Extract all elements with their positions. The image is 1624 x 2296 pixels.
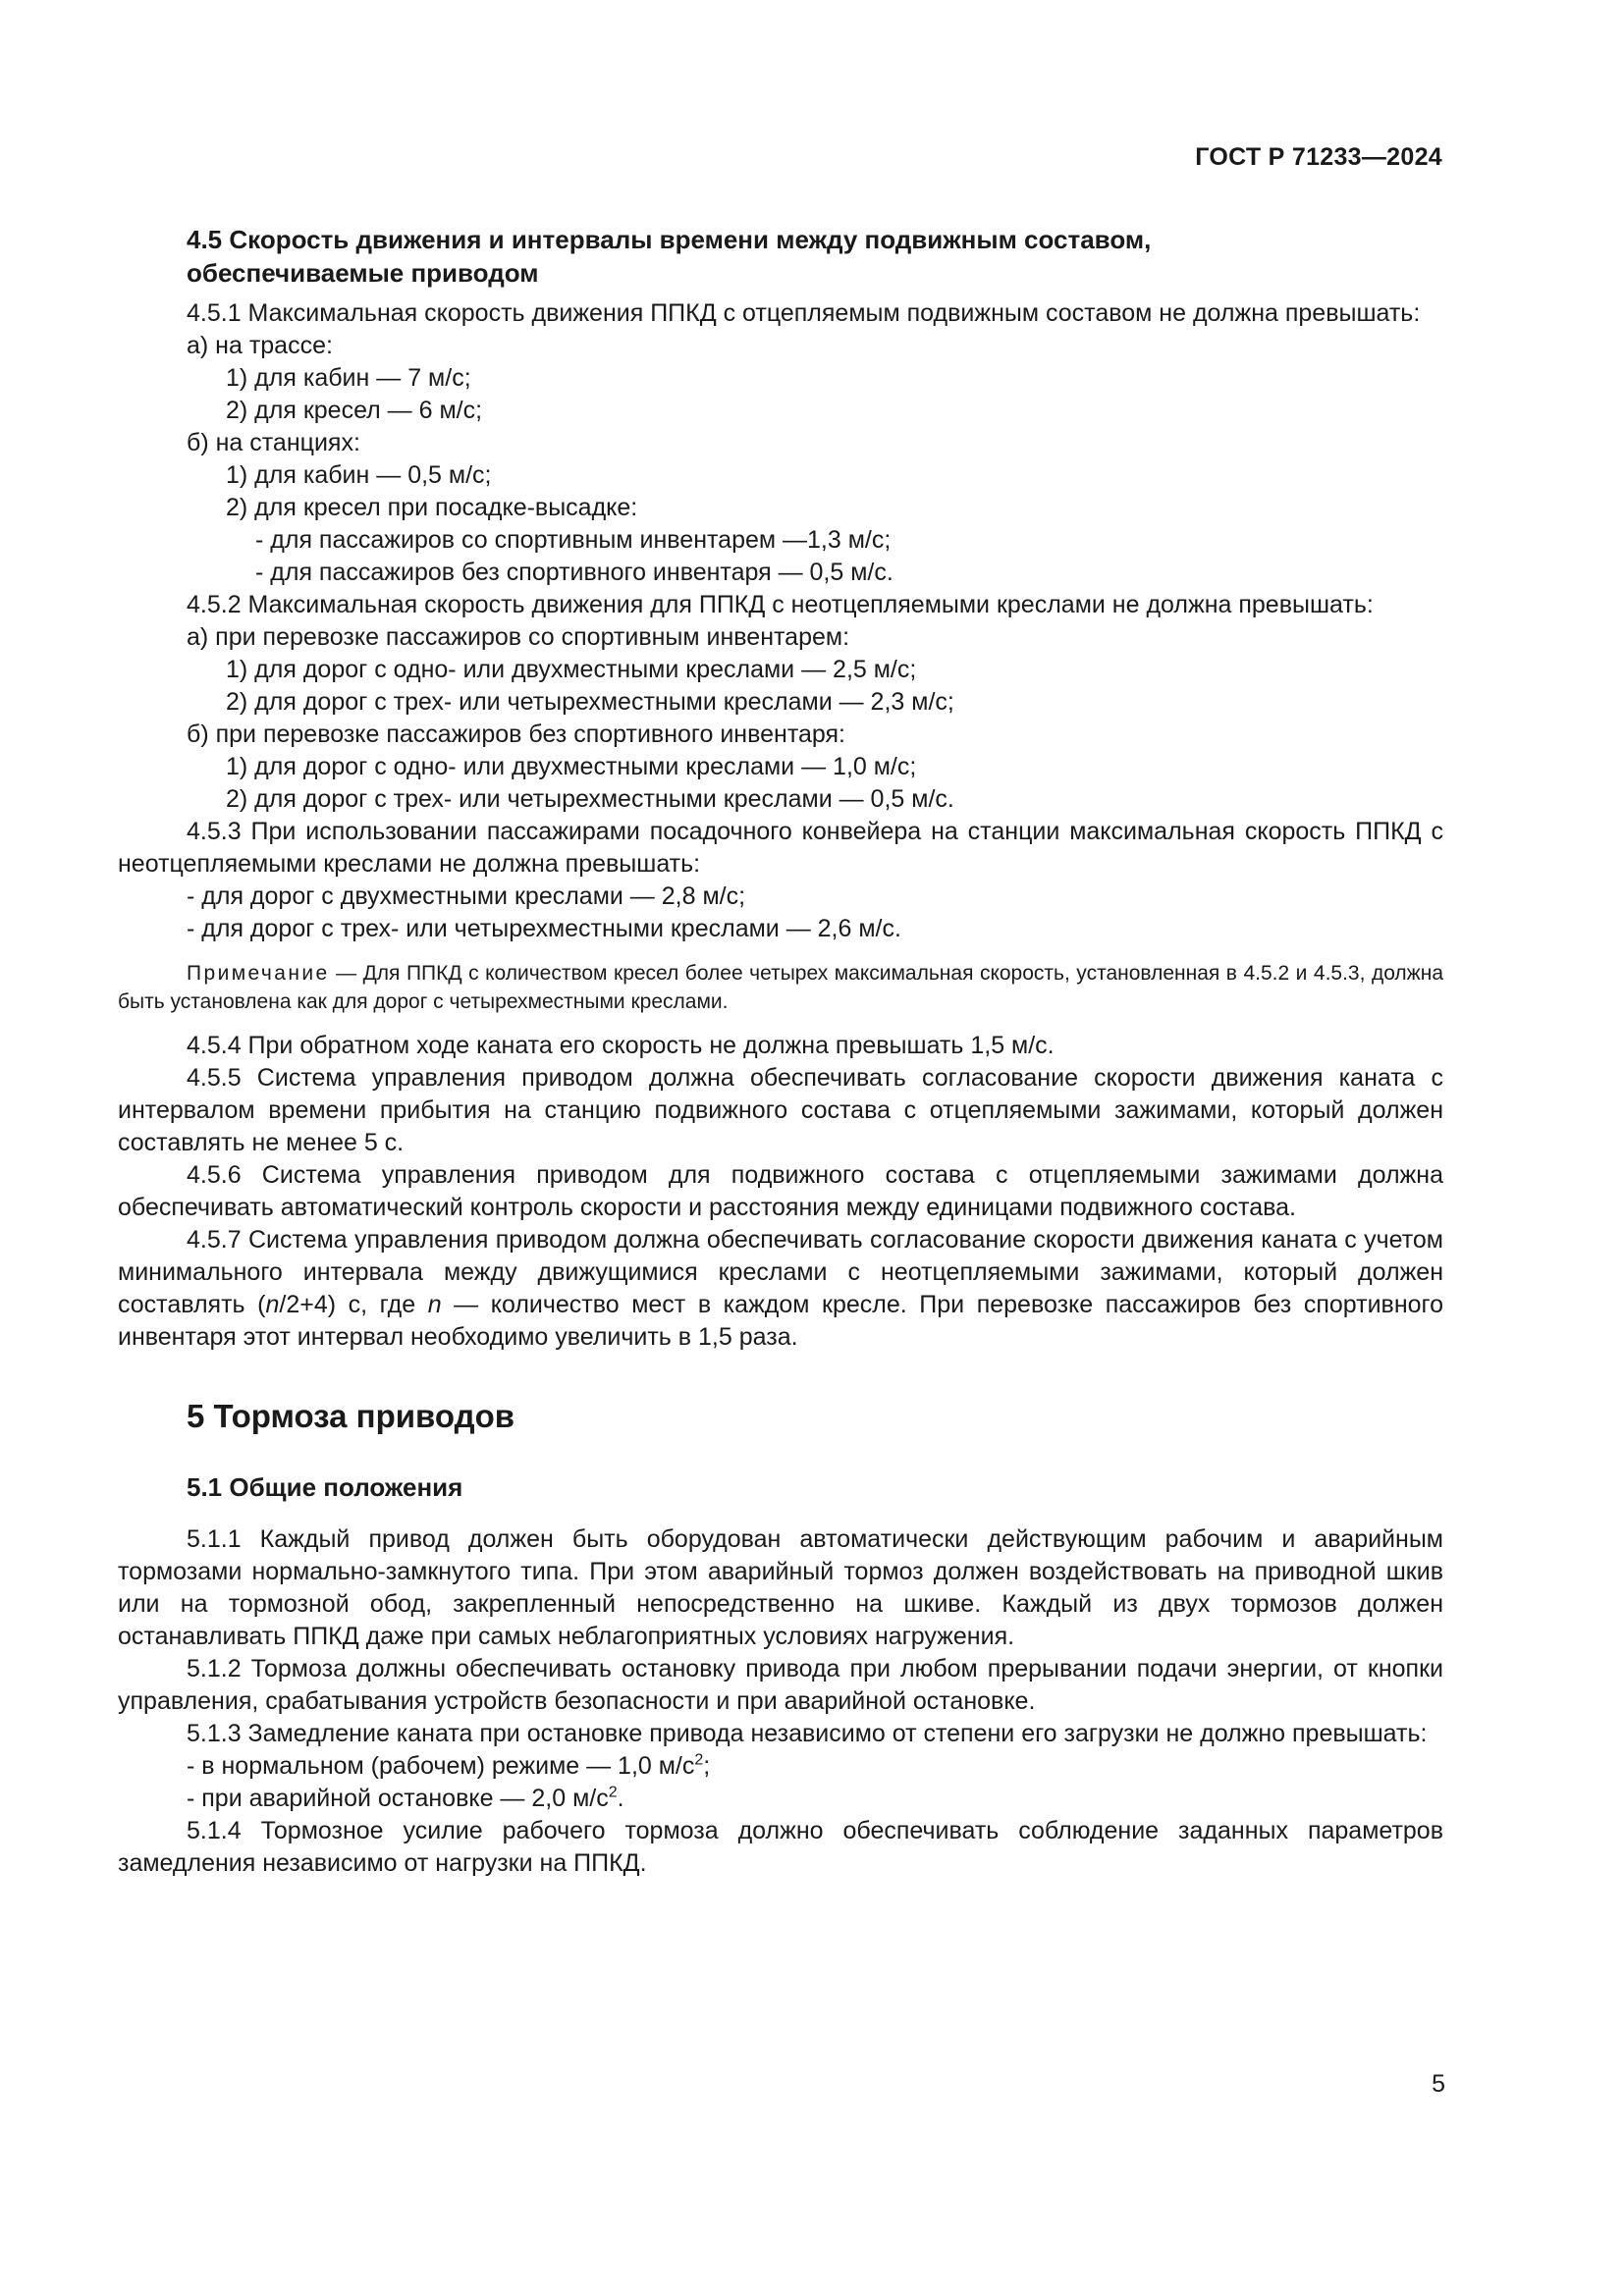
clause-4-5-7-part3: — количество мест в каждом кресле. При перевозке пассажиров без спортивного инвентаря этот интервал необходимо увеличить в 1,5 раза. <box>118 1291 1444 1351</box>
clause-4-5-4: 4.5.4 При обратном ходе каната его скорость не должна превышать 1,5 м/с. <box>187 1032 1055 1059</box>
section-5 <box>118 1397 1443 1880</box>
variable-n: n <box>265 1291 280 1318</box>
clause-5-1-3-dash1-end: ; <box>703 1752 711 1780</box>
clause-4-5-1: 4.5.1 Максимальная скорость движения ППКД с отцепляемым подвижным составом не должна превышать: <box>187 299 1421 327</box>
clause-5-1-3: 5.1.3 Замедление каната при остановке привода независимо от степени его загрузки не должно превышать: <box>187 1720 1428 1747</box>
clause-4-5-1-item-a1: 1) для кабин — 7 м/с; <box>226 364 471 392</box>
section-4-5-heading <box>118 223 1443 290</box>
section-5-heading: 5 Тормоза приводов <box>187 1398 515 1434</box>
clause-4-5-2-item-a: а) при перевозке пассажиров со спортивным инвентарем: <box>187 623 850 651</box>
clause-4-5-1-item-b2-dash1: - для пассажиров со спортивным инвентарем —1,3 м/с; <box>255 526 892 554</box>
clause-5-1-3-dash1-text: - в нормальном (рабочем) режиме — 1,0 м/с <box>187 1752 695 1780</box>
clause-4-5-5: 4.5.5 Система управления приводом должна обеспечивать согласование скорости движения каната с интервалом времени прибытия на станцию подвижного состава с отцепляемыми зажимами, который должен составлять не менее 5 с. <box>118 1064 1443 1156</box>
superscript-2: 2 <box>694 1751 704 1769</box>
section-4-5-heading-line2: обеспечиваемые приводом <box>187 258 539 288</box>
clause-4-5-2-item-b: б) при перевозке пассажиров без спортивного инвентаря: <box>187 721 845 748</box>
clause-4-5-2-item-b1: 1) для дорог с одно- или двухместными креслами — 1,0 м/с; <box>226 753 917 780</box>
clause-5-1-3-dash2-end: . <box>617 1785 624 1812</box>
note-text: — Для ППКД с количеством кресел более четырех максимальная скорость, установленная в 4.5.2 и 4.5.3, должна быть установлена как для дорог с четырехместными креслами. <box>118 962 1443 1013</box>
clause-4-5-3-dash1: - для дорог с двухместными креслами — 2,8 м/с; <box>187 882 746 910</box>
section-5-1-heading: 5.1 Общие положения <box>187 1472 463 1502</box>
clause-4-5-3: 4.5.3 При использовании пассажирами посадочного конвейера на станции максимальная скорость ППКД с неотцепляемыми креслами не должна превышать: <box>118 818 1443 878</box>
clause-4-5-7-part2: /2+4) с, где <box>279 1291 428 1318</box>
clause-5-1-3-dash2 <box>118 1783 1443 1815</box>
page-body <box>118 223 1443 1880</box>
clause-4-5-2-item-a1: 1) для дорог с одно- или двухместными креслами — 2,5 м/с; <box>226 656 917 683</box>
superscript-2: 2 <box>608 1784 618 1801</box>
clause-4-5-1-item-b2-dash2: - для пассажиров без спортивного инвентаря — 0,5 м/с. <box>255 559 893 586</box>
note-label: Примечание <box>187 962 330 985</box>
clause-4-5-1-item-b1: 1) для кабин — 0,5 м/с; <box>226 461 492 489</box>
variable-n: n <box>427 1291 442 1318</box>
section-4-5 <box>118 223 1443 1354</box>
note <box>118 959 1443 1016</box>
standard-code-header: ГОСТ Р 71233—2024 <box>1195 143 1442 171</box>
clause-4-5-1-item-a: а) на трассе: <box>187 332 333 359</box>
clause-4-5-7-part1: 4.5.7 Система управления приводом должна обеспечивать согласование скорости движения каната с учетом минимального интервала между движущимися креслами с неотцепляемыми зажимами, который должен составлять ( <box>118 1226 1443 1318</box>
clause-5-1-3-dash1 <box>118 1750 1443 1783</box>
clause-4-5-2-item-a2: 2) для дорог с трех- или четырехместными креслами — 2,3 м/с; <box>226 688 954 716</box>
clause-4-5-1-item-b2: 2) для кресел при посадке-высадке: <box>226 494 638 521</box>
clause-4-5-2: 4.5.2 Максимальная скорость движения для ППКД с неотцепляемыми креслами не должна превышать: <box>187 591 1374 618</box>
clause-5-1-2: 5.1.2 Тормоза должны обеспечивать остановку привода при любом прерывании подачи энергии, от кнопки управления, срабатывания устройств безопасности и при аварийной остановке. <box>118 1655 1443 1715</box>
clause-4-5-6: 4.5.6 Система управления приводом для подвижного состава с отцепляемыми зажимами должна обеспечивать автоматический контроль скорости и расстояния между единицами подвижного состава. <box>118 1161 1443 1221</box>
clause-4-5-1-item-a2: 2) для кресел — 6 м/с; <box>226 397 483 424</box>
clause-4-5-1-item-b: б) на станциях: <box>187 429 360 456</box>
clause-5-1-3-dash2-text: - при аварийной остановке — 2,0 м/с <box>187 1785 609 1812</box>
clause-4-5-3-dash2: - для дорог с трех- или четырехместными креслами — 2,6 м/с. <box>187 915 901 942</box>
clause-5-1-1: 5.1.1 Каждый привод должен быть оборудован автоматически действующим рабочим и аварийным тормозами нормально-замкнутого типа. При этом аварийный тормоз должен воздействовать на приводной шкив или на тормозной обод, закрепленный непосредственно на шкиве. Каждый из двух тормозов должен останавливать ППКД даже при самых неблагоприятных условиях нагружения. <box>118 1525 1443 1650</box>
section-4-5-heading-line1: 4.5 Скорость движения и интервалы времени между подвижным составом, <box>187 225 1152 254</box>
clause-4-5-2-item-b2: 2) для дорог с трех- или четырехместными креслами — 0,5 м/с. <box>226 785 954 813</box>
clause-5-1-4: 5.1.4 Тормозное усилие рабочего тормоза должно обеспечивать соблюдение заданных параметров замедления независимо от нагрузки на ППКД. <box>118 1817 1443 1877</box>
clause-4-5-7 <box>118 1224 1443 1354</box>
page-number: 5 <box>1432 2070 1445 2098</box>
